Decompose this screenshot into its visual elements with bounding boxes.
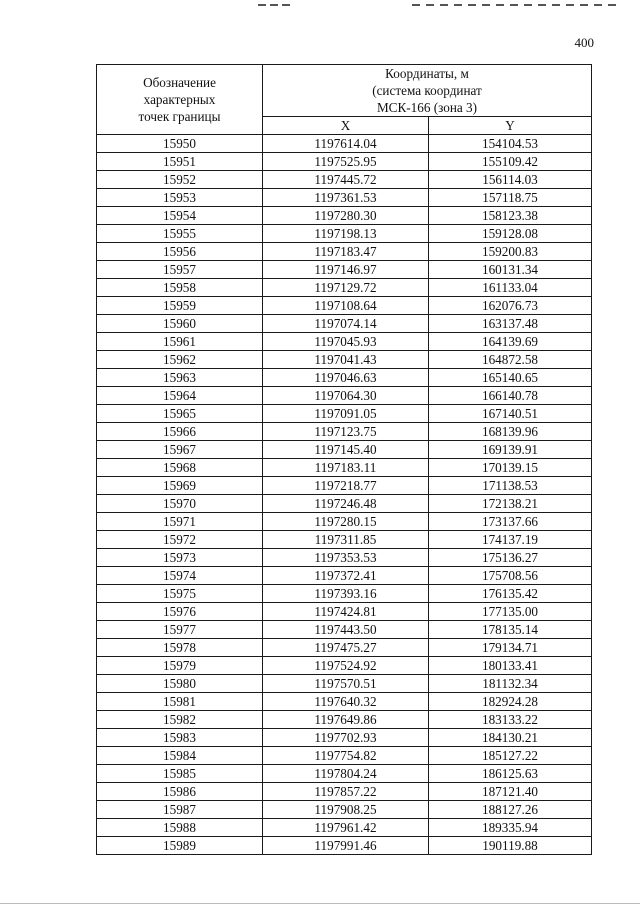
point-id-cell: 15988 (97, 819, 263, 837)
y-coordinate-cell: 174137.19 (429, 531, 592, 549)
y-coordinate-cell: 154104.53 (429, 135, 592, 153)
table-body (97, 135, 592, 855)
table-row (97, 279, 592, 297)
x-coordinate-cell: 1197702.93 (263, 729, 429, 747)
table-row (97, 153, 592, 171)
x-coordinate-cell: 1197524.92 (263, 657, 429, 675)
x-coordinate-cell: 1197649.86 (263, 711, 429, 729)
point-id-cell: 15956 (97, 243, 263, 261)
x-coordinate-cell: 1197361.53 (263, 189, 429, 207)
y-coordinate-cell: 177135.00 (429, 603, 592, 621)
scan-dash (454, 4, 462, 6)
y-coordinate-cell: 156114.03 (429, 171, 592, 189)
scan-dash (566, 4, 574, 6)
table-row (97, 765, 592, 783)
table-row (97, 369, 592, 387)
point-id-cell: 15951 (97, 153, 263, 171)
y-coordinate-cell: 175708.56 (429, 567, 592, 585)
x-coordinate-cell: 1197218.77 (263, 477, 429, 495)
table-row (97, 387, 592, 405)
x-coordinate-cell: 1197443.50 (263, 621, 429, 639)
y-coordinate-cell: 164872.58 (429, 351, 592, 369)
point-id-cell: 15973 (97, 549, 263, 567)
table-row (97, 567, 592, 585)
x-coordinate-cell: 1197064.30 (263, 387, 429, 405)
x-coordinate-cell: 1197046.63 (263, 369, 429, 387)
point-id-cell: 15965 (97, 405, 263, 423)
scan-dash (524, 4, 532, 6)
table-row (97, 783, 592, 801)
x-coordinate-cell: 1197353.53 (263, 549, 429, 567)
x-coordinate-cell: 1197074.14 (263, 315, 429, 333)
point-id-cell: 15987 (97, 801, 263, 819)
y-coordinate-cell: 185127.22 (429, 747, 592, 765)
point-id-cell: 15976 (97, 603, 263, 621)
scan-dash (580, 4, 588, 6)
x-coordinate-cell: 1197372.41 (263, 567, 429, 585)
x-coordinate-cell: 1197146.97 (263, 261, 429, 279)
x-coordinate-cell: 1197108.64 (263, 297, 429, 315)
y-coordinate-cell: 176135.42 (429, 585, 592, 603)
y-coordinate-cell: 167140.51 (429, 405, 592, 423)
table-row (97, 693, 592, 711)
point-id-cell: 15966 (97, 423, 263, 441)
y-coordinate-cell: 170139.15 (429, 459, 592, 477)
scan-dash (482, 4, 490, 6)
point-id-cell: 15984 (97, 747, 263, 765)
y-coordinate-cell: 158123.38 (429, 207, 592, 225)
point-id-cell: 15989 (97, 837, 263, 855)
point-id-cell: 15959 (97, 297, 263, 315)
table-row (97, 459, 592, 477)
table-row (97, 819, 592, 837)
table-row (97, 711, 592, 729)
table-row (97, 657, 592, 675)
y-coordinate-cell: 190119.88 (429, 837, 592, 855)
table-row (97, 297, 592, 315)
y-coordinate-cell: 172138.21 (429, 495, 592, 513)
x-coordinate-cell: 1197129.72 (263, 279, 429, 297)
table-row (97, 549, 592, 567)
table-row (97, 171, 592, 189)
point-id-cell: 15971 (97, 513, 263, 531)
x-coordinate-cell: 1197908.25 (263, 801, 429, 819)
point-id-cell: 15983 (97, 729, 263, 747)
x-coordinate-cell: 1197570.51 (263, 675, 429, 693)
x-coordinate-cell: 1197311.85 (263, 531, 429, 549)
point-id-cell: 15955 (97, 225, 263, 243)
x-coordinate-cell: 1197280.30 (263, 207, 429, 225)
point-id-cell: 15972 (97, 531, 263, 549)
x-coordinate-cell: 1197475.27 (263, 639, 429, 657)
table-row (97, 675, 592, 693)
scan-dash (468, 4, 476, 6)
point-id-cell: 15981 (97, 693, 263, 711)
y-coordinate-cell: 161133.04 (429, 279, 592, 297)
point-id-cell: 15954 (97, 207, 263, 225)
y-coordinate-cell: 184130.21 (429, 729, 592, 747)
point-id-cell: 15964 (97, 387, 263, 405)
table-row (97, 243, 592, 261)
y-coordinate-cell: 163137.48 (429, 315, 592, 333)
point-id-cell: 15975 (97, 585, 263, 603)
point-id-cell: 15967 (97, 441, 263, 459)
table-row (97, 405, 592, 423)
y-coordinate-cell: 173137.66 (429, 513, 592, 531)
y-coordinate-cell: 164139.69 (429, 333, 592, 351)
y-coordinate-cell: 166140.78 (429, 387, 592, 405)
scan-bottom-edge (0, 903, 640, 904)
table-row (97, 621, 592, 639)
point-id-cell: 15986 (97, 783, 263, 801)
point-id-cell: 15982 (97, 711, 263, 729)
y-coordinate-cell: 188127.26 (429, 801, 592, 819)
table-row (97, 729, 592, 747)
table-row (97, 207, 592, 225)
x-coordinate-cell: 1197280.15 (263, 513, 429, 531)
table-row (97, 225, 592, 243)
header-line: Координаты, м (385, 66, 469, 81)
x-coordinate-cell: 1197246.48 (263, 495, 429, 513)
table-row (97, 261, 592, 279)
scan-dash (594, 4, 602, 6)
point-id-cell: 15968 (97, 459, 263, 477)
scan-dash (270, 4, 278, 6)
header-line: характерных (143, 92, 216, 107)
point-id-cell: 15978 (97, 639, 263, 657)
table-row (97, 603, 592, 621)
scan-artifact-marks (0, 2, 640, 8)
x-coordinate-cell: 1197991.46 (263, 837, 429, 855)
scan-dash (538, 4, 546, 6)
y-coordinate-cell: 181132.34 (429, 675, 592, 693)
x-coordinate-cell: 1197804.24 (263, 765, 429, 783)
y-coordinate-cell: 165140.65 (429, 369, 592, 387)
x-coordinate-cell: 1197145.40 (263, 441, 429, 459)
table-row (97, 837, 592, 855)
table-row (97, 801, 592, 819)
x-coordinate-cell: 1197183.47 (263, 243, 429, 261)
x-coordinate-cell: 1197445.72 (263, 171, 429, 189)
table-row (97, 441, 592, 459)
x-coordinate-cell: 1197183.11 (263, 459, 429, 477)
x-coordinate-cell: 1197091.05 (263, 405, 429, 423)
point-id-cell: 15979 (97, 657, 263, 675)
scan-dash (412, 4, 420, 6)
y-coordinate-cell: 159128.08 (429, 225, 592, 243)
table-row (97, 477, 592, 495)
y-coordinate-cell: 179134.71 (429, 639, 592, 657)
point-id-cell: 15961 (97, 333, 263, 351)
table-row (97, 531, 592, 549)
x-coordinate-cell: 1197640.32 (263, 693, 429, 711)
y-coordinate-cell: 183133.22 (429, 711, 592, 729)
x-coordinate-cell: 1197754.82 (263, 747, 429, 765)
header-y: Y (429, 117, 592, 135)
header-point-designation (97, 65, 263, 135)
point-id-cell: 15958 (97, 279, 263, 297)
point-id-cell: 15970 (97, 495, 263, 513)
point-id-cell: 15962 (97, 351, 263, 369)
table-header (97, 65, 592, 135)
header-coordinates (263, 65, 592, 117)
table-row (97, 639, 592, 657)
header-x: X (263, 117, 429, 135)
y-coordinate-cell: 160131.34 (429, 261, 592, 279)
y-coordinate-cell: 171138.53 (429, 477, 592, 495)
y-coordinate-cell: 180133.41 (429, 657, 592, 675)
x-coordinate-cell: 1197045.93 (263, 333, 429, 351)
point-id-cell: 15974 (97, 567, 263, 585)
point-id-cell: 15957 (97, 261, 263, 279)
y-coordinate-cell: 168139.96 (429, 423, 592, 441)
header-line: точек границы (138, 109, 221, 124)
table-row (97, 351, 592, 369)
scan-dash (608, 4, 616, 6)
header-line: (система координат (372, 83, 482, 98)
table-row (97, 315, 592, 333)
scan-dash (426, 4, 434, 6)
page-number: 400 (574, 35, 594, 50)
table-row (97, 423, 592, 441)
scan-dash (496, 4, 504, 6)
point-id-cell: 15960 (97, 315, 263, 333)
x-coordinate-cell: 1197041.43 (263, 351, 429, 369)
header-line: МСК-166 (зона 3) (376, 100, 478, 115)
y-coordinate-cell: 186125.63 (429, 765, 592, 783)
scan-dash (510, 4, 518, 6)
x-coordinate-cell: 1197525.95 (263, 153, 429, 171)
y-coordinate-cell: 157118.75 (429, 189, 592, 207)
point-id-cell: 15969 (97, 477, 263, 495)
point-id-cell: 15953 (97, 189, 263, 207)
y-coordinate-cell: 189335.94 (429, 819, 592, 837)
x-coordinate-cell: 1197393.16 (263, 585, 429, 603)
y-coordinate-cell: 155109.42 (429, 153, 592, 171)
x-coordinate-cell: 1197857.22 (263, 783, 429, 801)
y-coordinate-cell: 178135.14 (429, 621, 592, 639)
table-row (97, 189, 592, 207)
point-id-cell: 15980 (97, 675, 263, 693)
table-row (97, 585, 592, 603)
y-coordinate-cell: 182924.28 (429, 693, 592, 711)
scan-dash (282, 4, 290, 6)
x-coordinate-cell: 1197123.75 (263, 423, 429, 441)
x-coordinate-cell: 1197198.13 (263, 225, 429, 243)
point-id-cell: 15950 (97, 135, 263, 153)
table-row (97, 747, 592, 765)
point-id-cell: 15985 (97, 765, 263, 783)
scan-dash (552, 4, 560, 6)
x-coordinate-cell: 1197614.04 (263, 135, 429, 153)
coordinates-table (96, 64, 592, 855)
y-coordinate-cell: 169139.91 (429, 441, 592, 459)
x-coordinate-cell: 1197961.42 (263, 819, 429, 837)
table-row (97, 495, 592, 513)
x-coordinate-cell: 1197424.81 (263, 603, 429, 621)
point-id-cell: 15952 (97, 171, 263, 189)
scan-dash (440, 4, 448, 6)
table-row (97, 513, 592, 531)
point-id-cell: 15963 (97, 369, 263, 387)
header-line: Обозначение (143, 75, 216, 90)
y-coordinate-cell: 159200.83 (429, 243, 592, 261)
y-coordinate-cell: 162076.73 (429, 297, 592, 315)
table-row (97, 333, 592, 351)
scan-dash (258, 4, 266, 6)
point-id-cell: 15977 (97, 621, 263, 639)
y-coordinate-cell: 187121.40 (429, 783, 592, 801)
table-row (97, 135, 592, 153)
y-coordinate-cell: 175136.27 (429, 549, 592, 567)
